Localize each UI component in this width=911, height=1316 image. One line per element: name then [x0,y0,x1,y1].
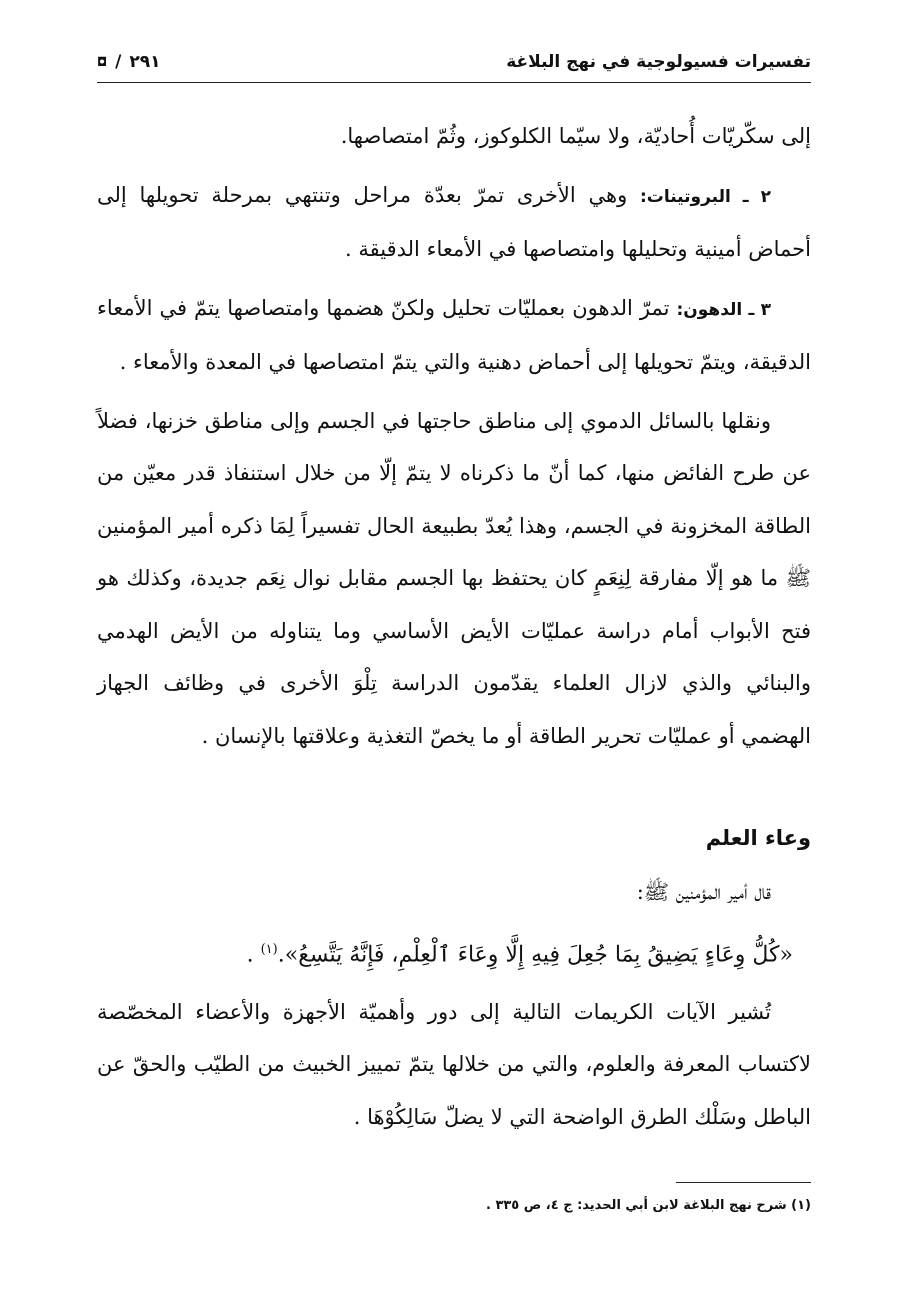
proteins-heading: ٢ ـ البروتينات: [639,186,771,207]
footnote-divider [676,1182,811,1183]
page-number-group [97,52,160,72]
quote-text: «كُلُّ وِعَاءٍ يَضِيقُ بِمَا جُعِلَ فِيهِ إِلَّا وِعَاءَ ٱلْعِلْمِ، فَإِنَّهُ يَتَّسِعُ». [277,941,793,967]
page-number-separator: / [115,52,122,72]
paragraph-proteins [97,169,811,276]
section-heading: وعاء العلم [705,826,811,850]
quote-end: . [246,941,261,967]
footnote-ref: (١) [260,941,278,957]
paragraph-1: إلى سكّريّات أُحاديّة، ولا سيّما الكلوكوز، وثُمّ امتصاصها. [340,124,811,148]
running-title: تفسيرات فسيولوجية في نهج البلاغة [506,52,811,72]
fats-text: تمرّ الدهون بعمليّات تحليل ولكنّ هضمها وامتصاصها يتمّ في الأمعاء الدقيقة، ويتمّ تحويلها إلى أحماض دهنية والتي يتمّ امتصاصها في المعدة والأمعاء . [97,295,811,374]
footnote: (١) شرح نهج البلاغة لابن أبي الحديد: ج ٤، ص ٣٣٥ . [485,1198,811,1213]
paragraph-5: تُشير الآيات الكريمات التالية إلى دور وأهميّة الأجهزة والأعضاء المخصّصة لاكتساب المعرفة والعلوم، والتي من خلالها يتمّ تمييز الخبيث من الطيّب والحقّ عن الباطل وسَلْك الطرق الواضحة التي لا يضلّ سَالِكُوْهَا . [97,999,811,1129]
ornament-icon: ◘ [97,55,108,69]
main-text [97,110,811,1149]
proteins-text: وهي الأخرى تمرّ بعدّة مراحل وتنتهي بمرحلة تحويلها إلى أحماض أمينية وتحليلها وامتصاصها في الأمعاء الدقيقة . [97,182,811,261]
paragraph-fats [97,282,811,389]
page-number: ٢٩١ [129,52,161,72]
hadith-quote [97,925,811,980]
paragraph-4: ونقلها بالسائل الدموي إلى مناطق حاجتها في الجسم وإلى مناطق خزنها، فضلاً عن طرح الفائض منها، كما أنّ ما ذكرناه لا يتمّ إلّا من خلال استنفاذ قدر معيّن من الطاقة المخزونة في الجسم، وهذا يُعدّ بطبيعة الحال تفسيراً لِمَا ذكره أمير المؤمنين ﷺ ما هو إلّا مفارقة لِنِعَمٍ كان يحتفظ بها الجسم مقابل نوال نِعَم جديدة، وكذلك هو فتح الأبواب أمام دراسة عمليّات الأيض الأساسي وما يتناوله من الأيض الهدمي والبنائي والذي لازال العلماء يقدّمون الدراسة تِلْوَ الأخرى في وظائف الجهاز الهضمي أو عمليّات تحرير الطاقة أو ما يخصّ التغذية وعلاقتها بالإنسان . [97,408,811,748]
section-intro: قال أمير المؤمنين ﷺ: [636,880,771,904]
page-header [97,42,811,83]
fats-heading: ٣ ـ الدهون: [676,299,771,320]
